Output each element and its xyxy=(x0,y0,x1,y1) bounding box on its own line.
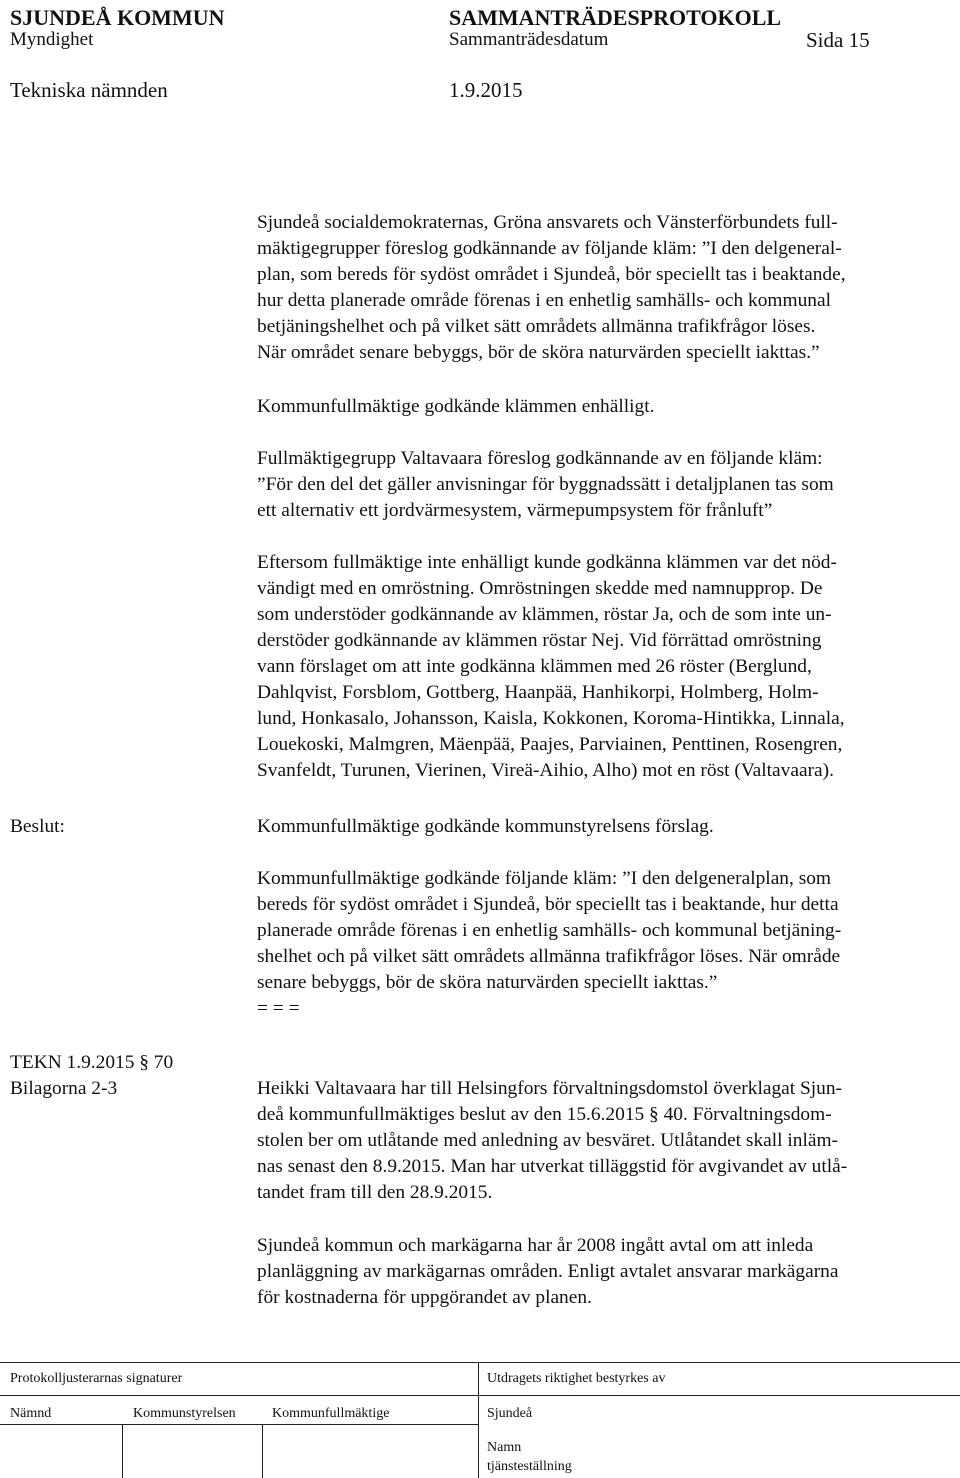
footer-col-kommunstyrelsen: Kommunstyrelsen xyxy=(133,1406,236,1421)
footer-middle-rule xyxy=(0,1395,960,1396)
footer-vertical-divider xyxy=(478,1362,479,1478)
vote-paragraph: Eftersom fullmäktige inte enhälligt kunde godkänna klämmen var det nöd- vändigt med en omröstning. Omröstningen skedde med namnupprop. De som understöder godkännande av klämmen, röstar Ja, och de som inte un- derstöder godkännande av klämmen röstar Nej. Vid förrättad omröstning vann förslaget om att inte godkänna klämmen med 26 röster (Berglund, Dahlqvist, Forsblom, Gottberg, Haanpää, Hanhikorpi, Holmberg, Holm- lund, Honkasalo, Johansson, Kaisla, Kokkonen, Koroma-Hintikka, Linnala, Louekoski, Malmgren, Mäenpää, Paajes, Parviainen, Penttinen, Rosengren, Svanfeldt, Turunen, Vierinen, Vireä-Aihio, Alho) mot en röst (Valtavaara). xyxy=(257,552,845,781)
extract-certified-label: Utdragets riktighet bestyrkes av xyxy=(487,1371,666,1386)
authority-label: Myndighet xyxy=(10,29,94,50)
meeting-date-label: Sammanträdesdatum xyxy=(449,29,609,50)
footer-row-rule xyxy=(0,1424,478,1425)
approved-clause: Kommunfullmäktige godkände följande kläm: ”I den delgeneralplan, som bereds för sydöst området i Sjundeå, bör speciellt tas i beaktande, hur detta planerade område förenas i en enhetlig samhälls- och kommunal betjäning- shelhet och på vilket sätt områdets allmänna trafikfrågor löses. När område senare bebyggs, bör de sköra naturvärden speciellt iakttas.” = = = xyxy=(257,868,842,1019)
footer-top-rule xyxy=(0,1362,960,1363)
agreement-paragraph: Sjundeå kommun och markägarna har år 2008 ingått avtal om att inleda planläggning av markägarnas områden. Enligt avtalet ansvarar markägarna för kostnaderna för uppgörandet av planen. xyxy=(257,1235,839,1308)
footer-sjundea: Sjundeå xyxy=(487,1406,533,1421)
section-reference: TEKN 1.9.2015 § 70 xyxy=(10,1052,174,1073)
footer-cell-divider-2 xyxy=(262,1424,263,1478)
authority-name: Tekniska nämnden xyxy=(10,78,168,102)
footer-name-label: Namn xyxy=(487,1440,522,1455)
appeal-paragraph: Heikki Valtavaara har till Helsingfors förvaltningsdomstol överklagat Sjun- deå kommunfullmäktiges beslut av den 15.6.2015 § 40. Förvaltningsdom- stolen ber om utlåtande med anledning av besväret. Utlåtandet skall inläm- nas senast den 8.9.2015. Man har utverkat tilläggstid för avgivandet av utlå- tandet fram till den 28.9.2015. xyxy=(257,1078,848,1203)
footer-position-label: tjänsteställning xyxy=(487,1459,572,1474)
footer-cell-divider-1 xyxy=(122,1424,123,1478)
document-type: SAMMANTRÄDESPROTOKOLL xyxy=(449,5,782,30)
organization-name: SJUNDEÅ KOMMUN xyxy=(10,5,225,30)
footer-col-kommunfullmaktige: Kommunfullmäktige xyxy=(272,1406,390,1421)
footer-col-namnd: Nämnd xyxy=(10,1406,52,1421)
signatures-label: Protokolljusterarnas signaturer xyxy=(10,1371,183,1386)
page-number: Sida 15 xyxy=(806,28,870,52)
valtavaara-proposal: Fullmäktigegrupp Valtavaara föreslog godkännande av en följande kläm: ”För den del det gäller anvisningar för byggnadssätt i detaljplanen tas som ett alternativ ett jordvärmesystem, värmepumpsystem för frånluft” xyxy=(257,448,834,521)
proposal-paragraph: Sjundeå socialdemokraternas, Gröna ansvarets och Vänsterförbundets full- mäktigegrupper föreslog godkännande av följande kläm: ”I den delgeneral- plan, som bereds för sydöst området i Sjundeå, bör speciellt tas i beaktande, hur detta planerade område förenas i en enhetlig samhälls- och kommunal betjäningshelhet och på vilket sätt områdets allmänna trafikfrågor löses. När området senare bebyggs, bör de sköra naturvärden speciellt iakttas.” xyxy=(257,212,846,363)
decision-paragraph: Kommunfullmäktige godkände kommunstyrelsens förslag. xyxy=(257,816,714,837)
approval-statement: Kommunfullmäktige godkände klämmen enhälligt. xyxy=(257,396,655,417)
attachments-label: Bilagorna 2-3 xyxy=(10,1078,118,1099)
meeting-date: 1.9.2015 xyxy=(449,78,523,102)
decision-label: Beslut: xyxy=(10,816,65,837)
